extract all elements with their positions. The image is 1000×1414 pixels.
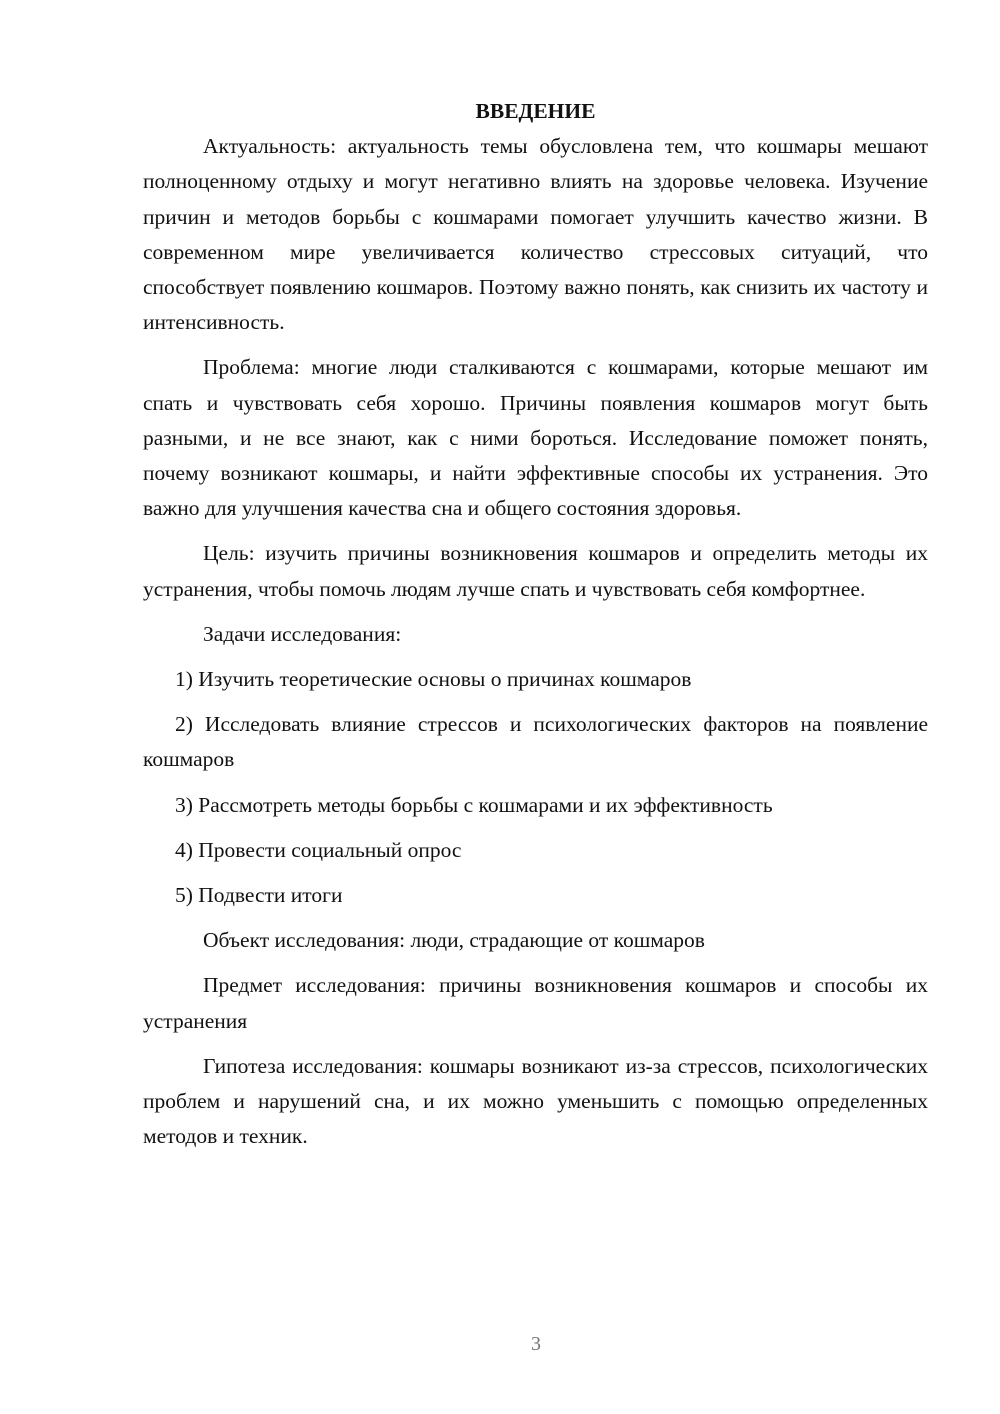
task-item: 5) Подвести итоги [175, 883, 343, 908]
task-item: 1) Изучить теоретические основы о причинах кошмаров [175, 667, 692, 692]
tasks-heading: Задачи исследования: [203, 621, 402, 646]
relevance-paragraph: Актуальность: актуальность темы обусловлена тем, что кошмары мешают полноценному отдыху и могут негативно влиять на здоровье человека. Изучение причин и методов борьбы с кошмарами помогает улучшить качество жизни. В современном мире увеличивается количество стрессовых ситуаций, что способствует появлению кошмаров. Поэтому важно понять, как снизить их частоту и интенсивность. [143, 134, 928, 335]
object-paragraph: Объект исследования: люди, страдающие от кошмаров [203, 928, 705, 953]
tasks-list [143, 662, 928, 913]
hypothesis-paragraph: Гипотеза исследования: кошмары возникают из-за стрессов, психологических проблем и нарушений сна, и их можно уменьшить с помощью определенных методов и техник. [143, 1053, 928, 1149]
subject-paragraph: Предмет исследования: причины возникновения кошмаров и способы их устранения [143, 973, 928, 1033]
task-item: 3) Рассмотреть методы борьбы с кошмарами и их эффективность [175, 792, 773, 817]
problem-paragraph: Проблема: многие люди сталкиваются с кошмарами, которые мешают им спать и чувствовать себя хорошо. Причины появления кошмаров могут быть разными, и не все знают, как с ними бороться. Исследование поможет понять, почему возникают кошмары, и найти эффективные способы их устранения. Это важно для улучшения качества сна и общего состояния здоровья. [143, 355, 928, 521]
page-number: 3 [531, 1333, 541, 1355]
page-title: ВВЕДЕНИЕ [475, 99, 596, 123]
document-page [143, 94, 928, 1164]
task-item: 4) Провести социальный опрос [175, 837, 462, 862]
goal-paragraph: Цель: изучить причины возникновения кошмаров и определить методы их устранения, чтобы помочь людям лучше спать и чувствовать себя комфортнее. [143, 541, 928, 601]
task-item: 2) Исследовать влияние стрессов и психологических факторов на появление кошмаров [143, 712, 928, 772]
